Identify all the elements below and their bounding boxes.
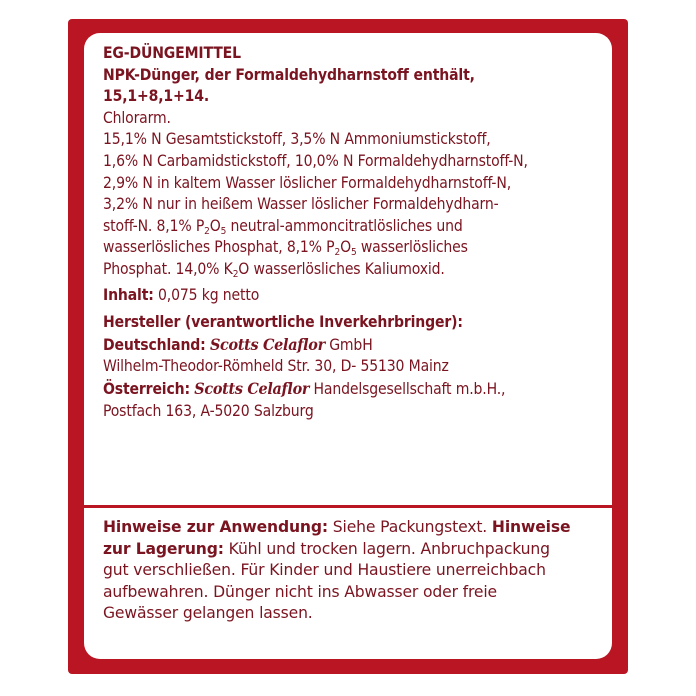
austria-line [103, 378, 603, 401]
composition-line-3: 2,9% N in kaltem Wasser löslicher Formaldehydharnstoff-N, [103, 173, 511, 192]
label-panel [84, 33, 612, 659]
subscript: 5 [350, 247, 357, 259]
comp-6-part-a: wasserlösliches Phosphat, 8,1% P [103, 238, 335, 257]
composition-line-1: 15,1% N Gesamtstickstoff, 3,5% N Ammoniumstickstoff, [103, 130, 491, 149]
anwendung-text: Siehe Packungstext. [327, 518, 492, 536]
heading: EG-DÜNGEMITTEL [103, 44, 241, 62]
austria-brand-logo: Scotts Celaflor [194, 378, 310, 398]
composition-line-6 [103, 237, 603, 259]
subscript: 2 [232, 268, 239, 280]
comp-7-part-a: Phosphat. 14,0% K [103, 259, 233, 278]
comp-5-part-b: O [209, 216, 221, 235]
lagerung-label-part-2: zur Lagerung: [103, 539, 224, 558]
label-content [103, 43, 603, 422]
comp-6-part-b: O [340, 238, 351, 257]
subscript: 2 [334, 247, 341, 259]
usage-section [103, 517, 603, 625]
germany-address: Wilhelm-Theodor-Römheld Str. 30, D- 55130 Mainz [103, 357, 449, 376]
lagerung-text-1: Kühl und trocken lagern. Anbruchpackung [223, 539, 550, 558]
composition-line-4: 3,2% N nur in heißem Wasser löslicher Formaldehydharn- [103, 195, 499, 214]
lagerung-label-part-1: Hinweise [491, 518, 571, 536]
anwendung-label: Hinweise zur Anwendung: [103, 518, 328, 536]
subscript: 5 [220, 225, 227, 237]
inhalt-label: Inhalt: [103, 285, 154, 304]
type-line-1: NPK-Dünger, der Formaldehydharnstoff enthält, [103, 65, 475, 84]
chlorarm-text: Chlorarm. [103, 108, 171, 127]
usage-line-5: Gewässer gelangen lassen. [103, 604, 313, 623]
germany-suffix: GmbH [324, 335, 373, 354]
composition-line-5 [103, 216, 603, 238]
usage-line-3: gut verschließen. Für Kinder und Haustiere unerreichbach [103, 561, 546, 580]
inhalt-line [103, 285, 603, 307]
germany-brand-logo: Scotts Celaflor [209, 334, 325, 354]
austria-label: Österreich: [103, 379, 190, 398]
composition-line-7 [103, 259, 603, 281]
composition-line-2: 1,6% N Carbamidstickstoff, 10,0% N Formaldehydharnstoff-N, [103, 151, 528, 170]
inhalt-value: 0,075 kg netto [153, 285, 260, 304]
section-divider [84, 505, 612, 508]
usage-line-1 [103, 517, 603, 539]
subscript: 2 [204, 225, 210, 237]
comp-5-part-a: stoff-N. 8,1% P [103, 216, 205, 235]
germany-label: Deutschland: [103, 335, 206, 354]
austria-address: Postfach 163, A-5020 Salzburg [103, 401, 314, 420]
comp-5-part-c: neutral-ammoncitratlösliches und [226, 216, 463, 235]
usage-line-4: aufbewahren. Dünger nicht ins Abwasser oder freie [103, 582, 497, 601]
germany-line [103, 334, 603, 357]
type-line-2: 15,1+8,1+14. [103, 87, 210, 106]
hersteller-heading: Hersteller (verantwortliche Inverkehrbringer): [103, 313, 463, 332]
usage-line-2 [103, 539, 603, 561]
austria-suffix: Handelsgesellschaft m.b.H., [309, 379, 506, 398]
comp-7-part-b: O wasserlösliches Kaliumoxid. [238, 259, 445, 278]
comp-6-part-c: wasserlösliches [356, 238, 468, 257]
